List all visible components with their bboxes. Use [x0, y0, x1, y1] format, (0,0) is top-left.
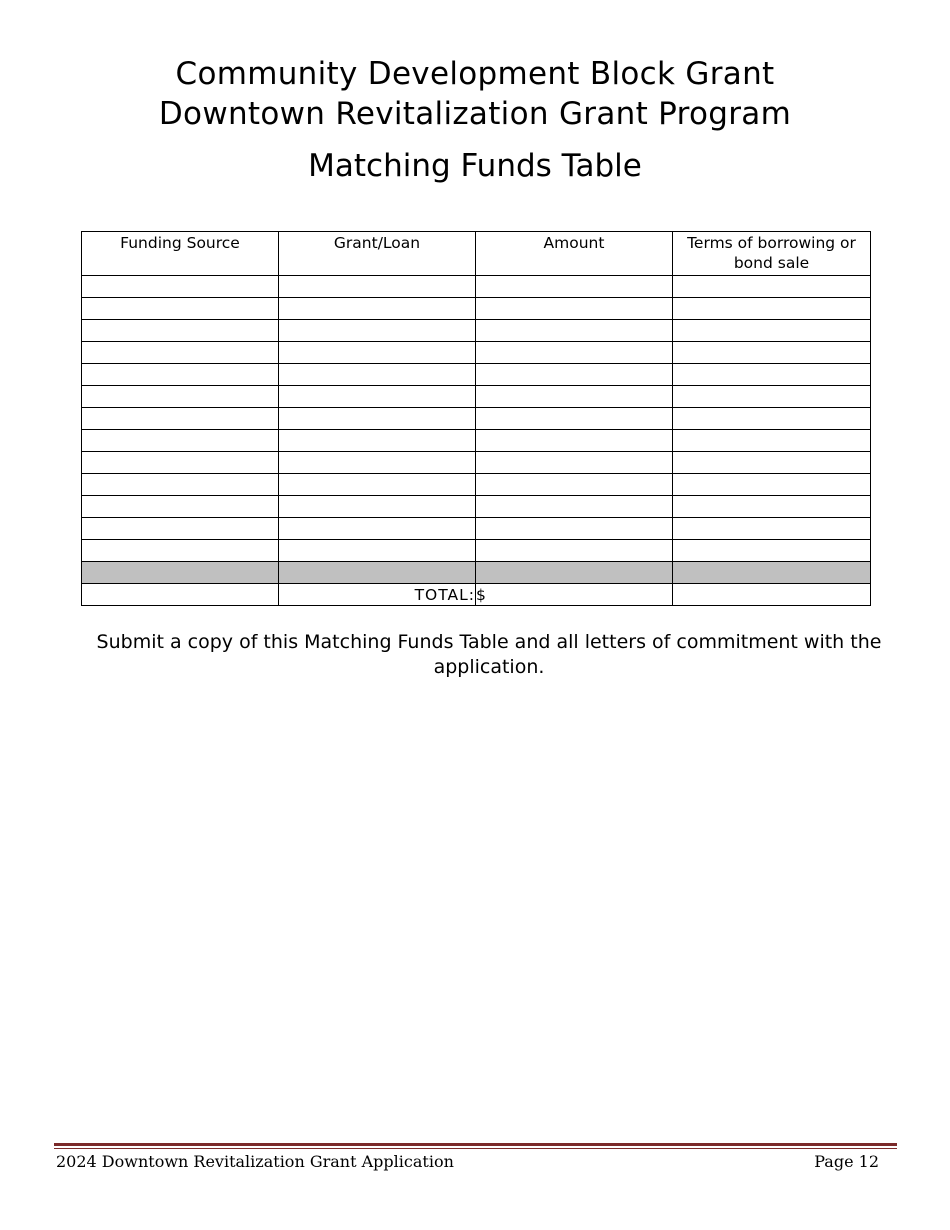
terms-cell[interactable]: [673, 386, 871, 408]
amount-cell[interactable]: [476, 276, 673, 298]
funding-source-cell[interactable]: [82, 452, 279, 474]
funding-source-cell[interactable]: [82, 474, 279, 496]
terms-cell[interactable]: [673, 364, 871, 386]
funding-source-cell[interactable]: [82, 276, 279, 298]
column-header-grant-loan: Grant/Loan: [279, 232, 476, 276]
table-header-row: [82, 232, 871, 276]
shaded-cell: [673, 562, 871, 584]
table-row: [82, 430, 871, 452]
total-row-blank-cell[interactable]: [82, 584, 279, 606]
grant-loan-cell[interactable]: [279, 518, 476, 540]
grant-loan-cell[interactable]: [279, 496, 476, 518]
grant-loan-cell[interactable]: [279, 298, 476, 320]
grant-loan-cell[interactable]: [279, 474, 476, 496]
shaded-cell: [82, 562, 279, 584]
grant-loan-cell[interactable]: [279, 364, 476, 386]
funding-source-cell[interactable]: [82, 496, 279, 518]
footer-rule: [54, 1143, 897, 1146]
amount-cell[interactable]: [476, 518, 673, 540]
funding-source-cell[interactable]: [82, 298, 279, 320]
funding-source-cell[interactable]: [82, 408, 279, 430]
shaded-separator-row: [82, 562, 871, 584]
terms-cell[interactable]: [673, 518, 871, 540]
terms-cell[interactable]: [673, 408, 871, 430]
table-row: [82, 276, 871, 298]
column-header-funding-source: Funding Source: [82, 232, 279, 276]
column-header-amount: Amount: [476, 232, 673, 276]
amount-cell[interactable]: [476, 452, 673, 474]
total-row: [82, 584, 871, 606]
table-row: [82, 408, 871, 430]
funding-source-cell[interactable]: [82, 364, 279, 386]
table-body: [82, 276, 871, 606]
grant-loan-cell[interactable]: [279, 408, 476, 430]
grant-loan-cell[interactable]: [279, 386, 476, 408]
amount-cell[interactable]: [476, 320, 673, 342]
terms-cell[interactable]: [673, 452, 871, 474]
title-line-2: Downtown Revitalization Grant Program: [158, 96, 792, 132]
table-row: [82, 496, 871, 518]
title-line-1: Community Development Block Grant: [175, 56, 775, 92]
terms-cell[interactable]: [673, 320, 871, 342]
funding-source-cell[interactable]: [82, 518, 279, 540]
grant-loan-cell[interactable]: [279, 540, 476, 562]
table-row: [82, 364, 871, 386]
table-row: [82, 320, 871, 342]
total-amount-cell[interactable]: $: [476, 584, 673, 606]
terms-cell[interactable]: [673, 298, 871, 320]
amount-cell[interactable]: [476, 496, 673, 518]
amount-cell[interactable]: [476, 474, 673, 496]
grant-loan-cell[interactable]: [279, 320, 476, 342]
page-subtitle: Matching Funds Table: [308, 148, 642, 184]
funding-source-cell[interactable]: [82, 430, 279, 452]
total-label: TOTAL:: [279, 584, 476, 606]
table-row: [82, 518, 871, 540]
footer-document-name: 2024 Downtown Revitalization Grant Application: [56, 1152, 454, 1171]
grant-loan-cell[interactable]: [279, 430, 476, 452]
table-row: [82, 342, 871, 364]
table-row: [82, 386, 871, 408]
amount-cell[interactable]: [476, 342, 673, 364]
amount-cell[interactable]: [476, 298, 673, 320]
shaded-cell: [279, 562, 476, 584]
total-terms-cell[interactable]: [673, 584, 871, 606]
amount-cell[interactable]: [476, 430, 673, 452]
footer-rule-thin: [54, 1148, 897, 1149]
funding-source-cell[interactable]: [82, 540, 279, 562]
grant-loan-cell[interactable]: [279, 276, 476, 298]
amount-cell[interactable]: [476, 364, 673, 386]
matching-funds-table: [81, 231, 871, 606]
table-row: [82, 474, 871, 496]
submission-note: Submit a copy of this Matching Funds Table and all letters of commitment with the application.: [96, 631, 882, 678]
funding-source-cell[interactable]: [82, 342, 279, 364]
column-header-terms: Terms of borrowing or bond sale: [673, 232, 871, 276]
terms-cell[interactable]: [673, 342, 871, 364]
terms-cell[interactable]: [673, 540, 871, 562]
table-row: [82, 298, 871, 320]
terms-cell[interactable]: [673, 430, 871, 452]
funding-source-cell[interactable]: [82, 386, 279, 408]
footer-page-number: Page 12: [814, 1152, 879, 1171]
grant-loan-cell[interactable]: [279, 342, 476, 364]
document-title: [0, 54, 950, 134]
amount-cell[interactable]: [476, 386, 673, 408]
amount-cell[interactable]: [476, 408, 673, 430]
table-row: [82, 452, 871, 474]
table-row: [82, 540, 871, 562]
amount-cell[interactable]: [476, 540, 673, 562]
shaded-cell: [476, 562, 673, 584]
grant-loan-cell[interactable]: [279, 452, 476, 474]
terms-cell[interactable]: [673, 496, 871, 518]
terms-cell[interactable]: [673, 474, 871, 496]
funding-source-cell[interactable]: [82, 320, 279, 342]
terms-cell[interactable]: [673, 276, 871, 298]
